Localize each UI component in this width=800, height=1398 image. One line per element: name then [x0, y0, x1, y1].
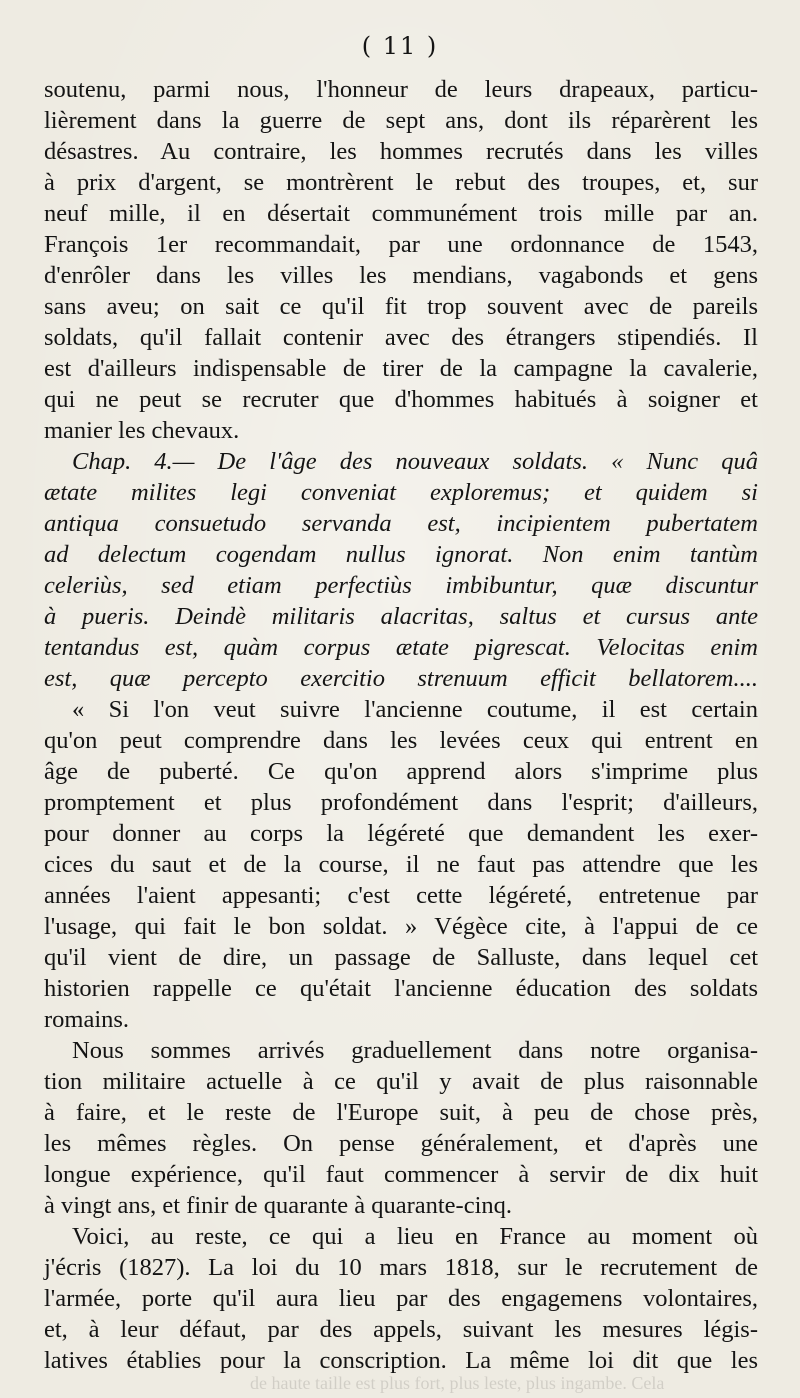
text-line: Nous sommes arrivés graduellement dans notre organisa-: [72, 1037, 758, 1064]
text-line: j'écris (1827). La loi du 10 mars 1818, sur le recrutement de: [44, 1254, 758, 1281]
text-line: années l'aient appesanti; c'est cette légéreté, entretenue par: [44, 882, 758, 909]
text-line: lièrement dans la guerre de sept ans, dont ils réparèrent les: [44, 107, 758, 134]
text-line: promptement et plus profondément dans l'esprit; d'ailleurs,: [44, 789, 758, 816]
text-line: longue expérience, qu'il faut commencer à servir de dix huit: [44, 1161, 758, 1188]
text-line: cices du saut et de la course, il ne faut pas attendre que les: [44, 851, 758, 878]
text-line: qui ne peut se recruter que d'hommes habitués à soigner et: [44, 386, 758, 413]
text-line: et, à leur défaut, par des appels, suivant les mesures légis-: [44, 1316, 758, 1343]
chapter-heading-line: Chap. 4.— De l'âge des nouveaux soldats. « Nunc quâ: [72, 448, 758, 475]
latin-quote-line: tentandus est, quàm corpus ætate pigrescat. Velocitas enim: [44, 634, 758, 661]
text-line: tion militaire actuelle à ce qu'il y avait de plus raisonnable: [44, 1068, 758, 1095]
text-line: neuf mille, il en désertait communément trois mille par an.: [44, 200, 758, 227]
text-line: âge de puberté. Ce qu'on apprend alors s'imprime plus: [44, 758, 758, 785]
text-line: manier les chevaux.: [44, 417, 240, 444]
text-line: Voici, au reste, ce qui a lieu en France au moment où: [72, 1223, 758, 1250]
latin-quote-line: ad delectum cogendam nullus ignorat. Non enim tantùm: [44, 541, 758, 568]
text-line: sans aveu; on sait ce qu'il fit trop souvent avec de pareils: [44, 293, 758, 320]
text-line: François 1er recommandait, par une ordonnance de 1543,: [44, 231, 758, 258]
text-line: historien rappelle ce qu'était l'ancienne éducation des soldats: [44, 975, 758, 1002]
text-line: latives établies pour la conscription. La même loi dit que les: [44, 1347, 758, 1374]
text-line: romains.: [44, 1006, 130, 1033]
page-number: ( 11 ): [361, 32, 439, 60]
text-line: à vingt ans, et finir de quarante à quarante-cinq.: [44, 1192, 513, 1219]
text-line: « Si l'on veut suivre l'ancienne coutume, il est certain: [72, 696, 758, 723]
text-line: à prix d'argent, se montrèrent le rebut des troupes, et, sur: [44, 169, 758, 196]
text-line: pour donner au corps la légéreté que demandent les exer-: [44, 820, 758, 847]
body-text: [44, 74, 758, 1376]
text-line: d'enrôler dans les villes les mendians, vagabonds et gens: [44, 262, 758, 289]
latin-quote-line: celeriùs, sed etiam perfectiùs imbibuntur, quæ discuntur: [44, 572, 758, 599]
latin-quote-line: ætate milites legi conveniat exploremus; et quidem si: [44, 479, 758, 506]
bleed-through-text: de haute taille est plus fort, plus leste, plus ingambe. Cela: [250, 1373, 665, 1393]
text-line: est d'ailleurs indispensable de tirer de la campagne la cavalerie,: [44, 355, 758, 382]
text-line: qu'on peut comprendre dans les levées ceux qui entrent en: [44, 727, 758, 754]
latin-quote-line: est, quæ percepto exercitio strenuum efficit bellatorem....: [44, 665, 758, 692]
text-line: désastres. Au contraire, les hommes recrutés dans les villes: [44, 138, 758, 165]
latin-quote-line: antiqua consuetudo servanda est, incipientem pubertatem: [44, 510, 758, 537]
text-line: l'usage, qui fait le bon soldat. » Végèce cite, à l'appui de ce: [44, 913, 758, 940]
text-line: soutenu, parmi nous, l'honneur de leurs drapeaux, particu-: [44, 76, 758, 103]
text-line: l'armée, porte qu'il aura lieu par des engagemens volontaires,: [44, 1285, 758, 1312]
text-line: qu'il vient de dire, un passage de Salluste, dans lequel cet: [44, 944, 758, 971]
text-line: les mêmes règles. On pense généralement, et d'après une: [44, 1130, 758, 1157]
latin-quote-line: à pueris. Deindè militaris alacritas, saltus et cursus ante: [44, 603, 758, 630]
text-line: soldats, qu'il fallait contenir avec des étrangers stipendiés. Il: [44, 324, 758, 351]
text-line: à faire, et le reste de l'Europe suit, à peu de chose près,: [44, 1099, 758, 1126]
